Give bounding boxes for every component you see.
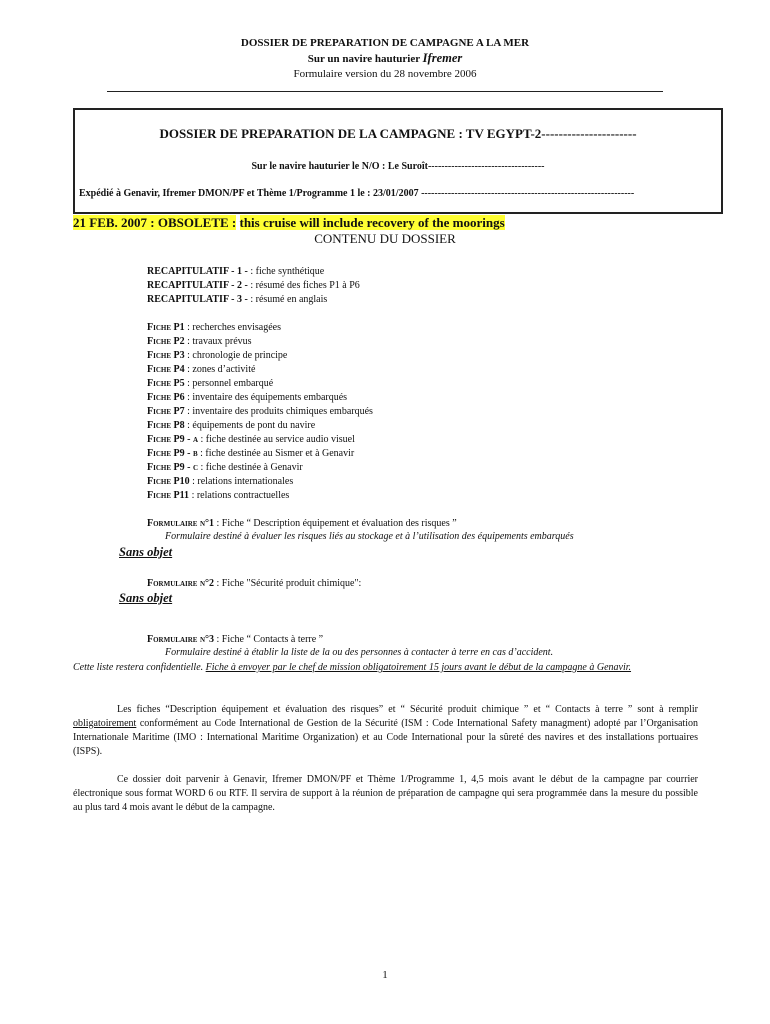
formulaire-text: : Fiche “ Contacts à terre ”: [214, 634, 324, 645]
paragraph-text: conformément au Code International de Gestion de la Sécurité (ISM : Code International Safety managment) adopté par l’Organisation Internationale Maritime (IMO : International Maritime Organization) et au Code International pour la sûreté des navires et des installations portuaires (ISPS).: [73, 718, 698, 757]
list-item: [147, 335, 373, 349]
fiche-label: Fiche P7: [147, 406, 185, 417]
fiche-label: Fiche P10: [147, 476, 190, 487]
paragraph-text: Les fiches “Description équipement et évaluation des risques” et “ Sécurité produit chimique ” et “ Contacts à terre ” sont à remplir: [117, 704, 698, 715]
fiche-label: Fiche P9 - a: [147, 434, 198, 445]
fiche-label: Fiche P11: [147, 490, 190, 501]
recap-text: : résumé en anglais: [250, 294, 328, 305]
header-version: Formulaire version du 28 novembre 2006: [293, 68, 477, 80]
formulaire-3-instructions: [73, 661, 698, 675]
list-item: [147, 433, 373, 447]
list-item: [147, 405, 373, 419]
formulaire-2: [147, 577, 361, 591]
obsolete-notice: [73, 215, 505, 231]
contenu-title: CONTENU DU DOSSIER: [314, 231, 456, 246]
recap-list: [147, 265, 360, 307]
campaign-sent-line: Expédié à Genavir, Ifremer DMON/PF et Thème 1/Programme 1 le : 23/01/2007 ----------------------------------------------------------------: [79, 188, 635, 199]
formulaire-label: Formulaire n°2: [147, 578, 214, 589]
header-divider: [107, 91, 663, 92]
list-item: [147, 377, 373, 391]
formulaire-text: : Fiche "Sécurité produit chimique":: [214, 578, 362, 589]
list-item: [147, 475, 373, 489]
formulaire-1: [147, 517, 457, 531]
list-item: [147, 321, 373, 335]
fiche-text: : fiche destinée au service audio visuel: [198, 434, 355, 445]
fiche-text: : fiche destinée à Genavir: [198, 462, 303, 473]
header-subtitle: [0, 51, 770, 67]
send-instruction: Fiche à envoyer par le chef de mission obligatoirement 15 jours avant le début de la campagne à Genavir.: [205, 662, 632, 673]
recap-text: : fiche synthétique: [250, 266, 325, 277]
fiche-label: Fiche P1: [147, 322, 185, 333]
fiche-text: : équipements de pont du navire: [184, 420, 316, 431]
list-item: [147, 293, 360, 307]
confidential-text: Cette liste restera confidentielle.: [73, 662, 206, 673]
formulaire-1-note: Formulaire destiné à évaluer les risques liés au stockage et à l’utilisation des équipements embarqués: [165, 531, 574, 542]
formulaire-label: Formulaire n°3: [147, 634, 214, 645]
fiche-label: Fiche P3: [147, 350, 185, 361]
list-item: [147, 447, 373, 461]
recap-label: RECAPITULATIF - 1 -: [147, 266, 251, 277]
campaign-ship: Sur le navire hauturier le N/O : Le Suroît-----------------------------------: [251, 161, 545, 172]
fiche-text: : travaux prévus: [184, 336, 252, 347]
formulaire-label: Formulaire n°1: [147, 518, 214, 529]
fiche-text: : inventaire des équipements embarqués: [184, 392, 348, 403]
header-title: DOSSIER DE PREPARATION DE CAMPAGNE A LA MER: [240, 37, 530, 49]
fiche-label: Fiche P5: [147, 378, 185, 389]
campaign-title-box: [73, 108, 723, 214]
fiche-label: Fiche P2: [147, 336, 185, 347]
fiche-text: : personnel embarqué: [184, 378, 274, 389]
list-item: [147, 489, 373, 503]
formulaire-2-sans-objet: Sans objet: [119, 591, 173, 605]
recap-label: RECAPITULATIF - 3 -: [147, 294, 251, 305]
list-item: [147, 419, 373, 433]
fiche-text: : relations contractuelles: [189, 490, 290, 501]
ifremer-brand: Ifremer: [422, 51, 463, 65]
obsolete-prefix: 21 FEB. 2007 : OBSOLETE :: [73, 215, 237, 230]
fiche-label: Fiche P9 - b: [147, 448, 198, 459]
campaign-title: DOSSIER DE PREPARATION DE LA CAMPAGNE : TV EGYPT-2----------------------: [159, 126, 637, 141]
fiche-text: : relations internationales: [189, 476, 294, 487]
recap-text: : résumé des fiches P1 à P6: [250, 280, 360, 291]
fiche-text: : recherches envisagées: [184, 322, 281, 333]
list-item: [147, 265, 360, 279]
fiche-label: Fiche P6: [147, 392, 185, 403]
formulaire-3-note: Formulaire destiné à établir la liste de la ou des personnes à contacter à terre en cas d’accident.: [165, 647, 554, 658]
fiche-label: Fiche P9 - c: [147, 462, 198, 473]
fiche-label: Fiche P8: [147, 420, 185, 431]
paragraph-emphasis: obligatoirement: [73, 718, 137, 729]
header-subtitle-text: Sur un navire hauturier: [307, 53, 423, 65]
fiche-text: : inventaire des produits chimiques embarqués: [184, 406, 373, 417]
list-item: [147, 391, 373, 405]
document-header: [0, 36, 770, 82]
fiche-text: : zones d’activité: [184, 364, 256, 375]
formulaire-3: [147, 633, 323, 647]
list-item: [147, 349, 373, 363]
fiche-text: : fiche destinée au Sismer et à Genavir: [197, 448, 355, 459]
list-item: [147, 279, 360, 293]
paragraph-text: Ce dossier doit parvenir à Genavir, Ifremer DMON/PF et Thème 1/Programme 1, 4,5 mois avant le début de la campagne par courrier électronique sous format WORD 6 ou RTF. Il servira de support à la réunion de préparation de campagne qui sera programmée dans la mesure du possible au plus tard 4 mois avant le début de la campagne.: [73, 774, 698, 813]
paragraph-deadline: [73, 773, 698, 815]
obsolete-note: this cruise will include recovery of the moorings: [239, 215, 505, 230]
paragraph-obligations: [73, 703, 698, 759]
fiches-list: [147, 321, 373, 503]
fiche-label: Fiche P4: [147, 364, 185, 375]
list-item: [147, 363, 373, 377]
recap-label: RECAPITULATIF - 2 -: [147, 280, 251, 291]
fiche-text: : chronologie de principe: [184, 350, 288, 361]
list-item: [147, 461, 373, 475]
formulaire-text: : Fiche “ Description équipement et évaluation des risques ”: [214, 518, 457, 529]
page-number: 1: [382, 969, 388, 981]
formulaire-1-sans-objet: Sans objet: [119, 545, 173, 559]
